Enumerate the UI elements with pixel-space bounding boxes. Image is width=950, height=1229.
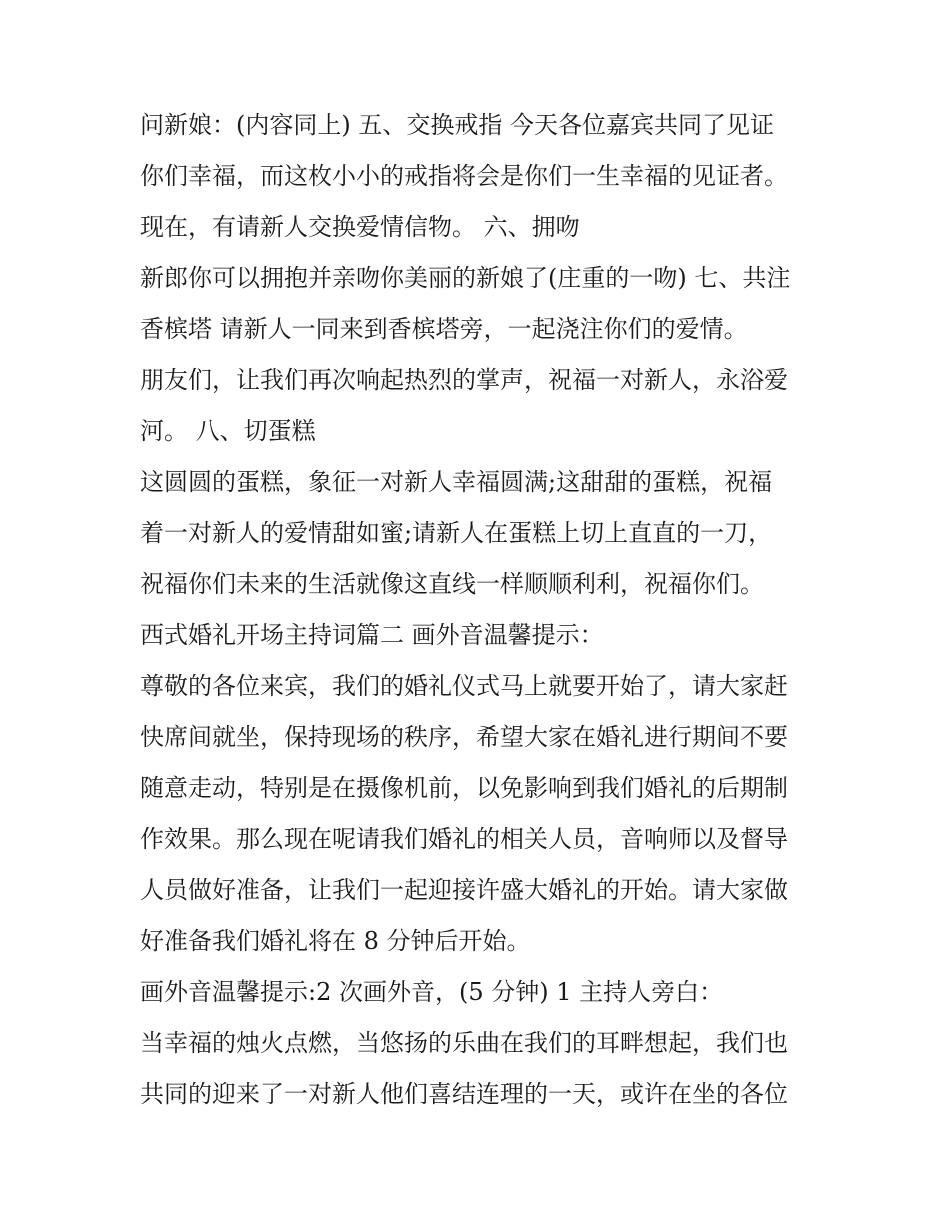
text-line-6: 朋友们，让我们再次响起热烈的掌声，祝福一对新人，永浴爱 [140, 366, 788, 394]
document-body [140, 108, 840, 1111]
text-line-18: 画外音温馨提示:2 次画外音，(5 分钟) 1 主持人旁白： [140, 978, 724, 1006]
text-line-1: 问新娘：(内容同上) 五、交换戒指 今天各位嘉宾共同了见证 [140, 111, 774, 139]
text-line-12: 尊敬的各位来宾，我们的婚礼仪式马上就要开始了，请大家赶 [140, 672, 788, 700]
text-line-15: 作效果。那么现在呢请我们婚礼的相关人员，音响师以及督导 [140, 825, 788, 853]
text-line-2: 你们幸福，而这枚小小的戒指将会是你们一生幸福的见证者。 [140, 162, 788, 190]
text-line-19: 当幸福的烛火点燃，当悠扬的乐曲在我们的耳畔想起，我们也 [140, 1029, 788, 1057]
text-line-4: 新郎你可以拥抱并亲吻你美丽的新娘了(庄重的一吻) 七、共注 [140, 264, 791, 292]
text-line-7: 河。 八、切蛋糕 [140, 417, 316, 445]
text-line-9: 着一对新人的爱情甜如蜜;请新人在蛋糕上切上直直的一刀， [140, 519, 773, 547]
text-line-11: 西式婚礼开场主持词篇二 画外音温馨提示： [140, 621, 604, 649]
text-line-3: 现在，有请新人交换爱情信物。 六、拥吻 [140, 213, 580, 241]
text-line-13: 快席间就坐，保持现场的秩序，希望大家在婚礼进行期间不要 [140, 723, 788, 751]
text-line-20: 共同的迎来了一对新人他们喜结连理的一天，或许在坐的各位 [140, 1080, 788, 1108]
text-line-17: 好准备我们婚礼将在 8 分钟后开始。 [140, 927, 531, 955]
text-line-14: 随意走动，特别是在摄像机前，以免影响到我们婚礼的后期制 [140, 774, 788, 802]
text-line-8: 这圆圆的蛋糕，象征一对新人幸福圆满;这甜甜的蛋糕，祝福 [140, 468, 773, 496]
text-line-5: 香槟塔 请新人一同来到香槟塔旁，一起浇注你们的爱情。 [140, 315, 748, 343]
text-line-10: 祝福你们未来的生活就像这直线一样顺顺利利，祝福你们。 [140, 570, 764, 598]
text-line-16: 人员做好准备，让我们一起迎接许盛大婚礼的开始。请大家做 [140, 876, 788, 904]
